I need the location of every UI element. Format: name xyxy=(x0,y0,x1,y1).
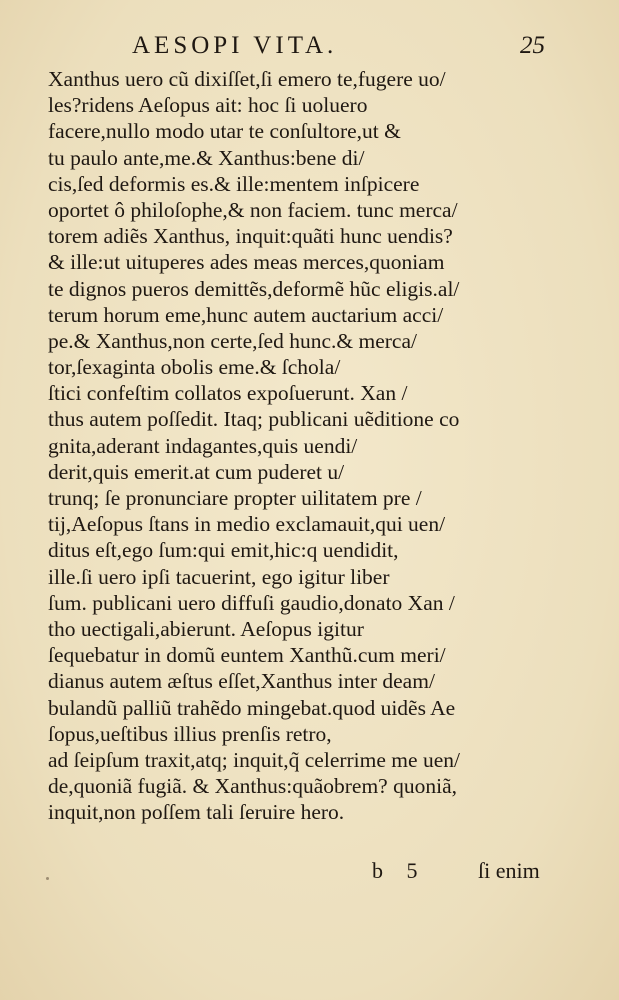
text-line: tor,ſexaginta obolis eme.& ſchola/ xyxy=(48,355,341,380)
text-line: ſopus,ueſtibus illius prenſis retro, xyxy=(48,721,332,746)
text-line: ad ſeipſum traxit,atq; inquit,q̃ celerrime me uen/ xyxy=(48,747,460,772)
text-line: tij,Aeſopus ſtans in medio exclamauit,qui uen/ xyxy=(48,512,446,537)
catchword: ſi enim xyxy=(478,858,540,883)
text-line: inquit,non poſſem tali ſeruire hero. xyxy=(48,800,345,825)
text-line: trunq; ſe pronunciare propter uilitatem pre / xyxy=(48,486,422,510)
text-line: tu paulo ante,me.& Xanthus:bene di/ xyxy=(48,145,365,170)
page-number: 25 xyxy=(520,32,545,59)
text-line: ſtici confeſtim collatos expoſuerunt. Xan / xyxy=(48,381,408,406)
text-line: derit,quis emerit.at cum puderet u/ xyxy=(48,459,345,484)
text-line: thus autem poſſedit. Itaq; publicani uẽditione co xyxy=(48,407,460,432)
text-line: torem adiẽs Xanthus, inquit:quãti hunc uendis? xyxy=(48,224,453,249)
text-line: terum horum eme,hunc autem auctarium acci/ xyxy=(48,302,444,327)
text-line: tho uectigali,abierunt. Aeſopus igitur xyxy=(48,616,364,641)
text-line: de,quoniã fugiã. & Xanthus:quãobrem? quoniã, xyxy=(48,774,457,799)
text-line: ditus eſt,ego ſum:qui emit,hic:q uendidit, xyxy=(48,538,399,563)
text-line: les?ridens Aeſopus ait: hoc ſi uoluero xyxy=(48,93,368,118)
text-line: ille.ſi uero ipſi tacuerint, ego igitur liber xyxy=(48,564,390,589)
text-line: ſum. publicani uero diffuſi gaudio,donato Xan / xyxy=(48,590,455,615)
body-text xyxy=(48,66,568,825)
text-line: & ille:ut uituperes ades meas merces,quoniam xyxy=(48,250,445,275)
page-header xyxy=(0,26,619,66)
text-line: pe.& Xanthus,non certe,ſed hunc.& merca/ xyxy=(48,328,417,353)
text-line: ſequebatur in domũ euntem Xanthũ.cum meri/ xyxy=(48,643,446,668)
text-line: cis,ſed deformis es.& ille:mentem inſpicere xyxy=(48,171,420,196)
text-line: bulandũ palliũ trahẽdo mingebat.quod uidẽs Ae xyxy=(48,695,456,720)
text-line: gnita,aderant indagantes,quis uendi/ xyxy=(48,433,358,458)
text-line: dianus autem æſtus eſſet,Xanthus inter deam/ xyxy=(48,669,435,694)
page-footer xyxy=(0,858,619,888)
signature-mark: b 5 xyxy=(372,858,418,883)
running-title: AESOPI VITA. xyxy=(132,32,338,59)
text-line: oportet ô philoſophe,& non faciem. tunc merca/ xyxy=(48,197,458,222)
text-line: facere,nullo modo utar te conſultore,ut & xyxy=(48,119,401,144)
text-line: Xanthus uero cũ dixiſſet,ſi emero te,fugere uo/ xyxy=(48,67,446,91)
text-line: te dignos pueros demittẽs,deformẽ hũc eligis.al/ xyxy=(48,276,460,301)
ink-speck xyxy=(46,877,49,880)
